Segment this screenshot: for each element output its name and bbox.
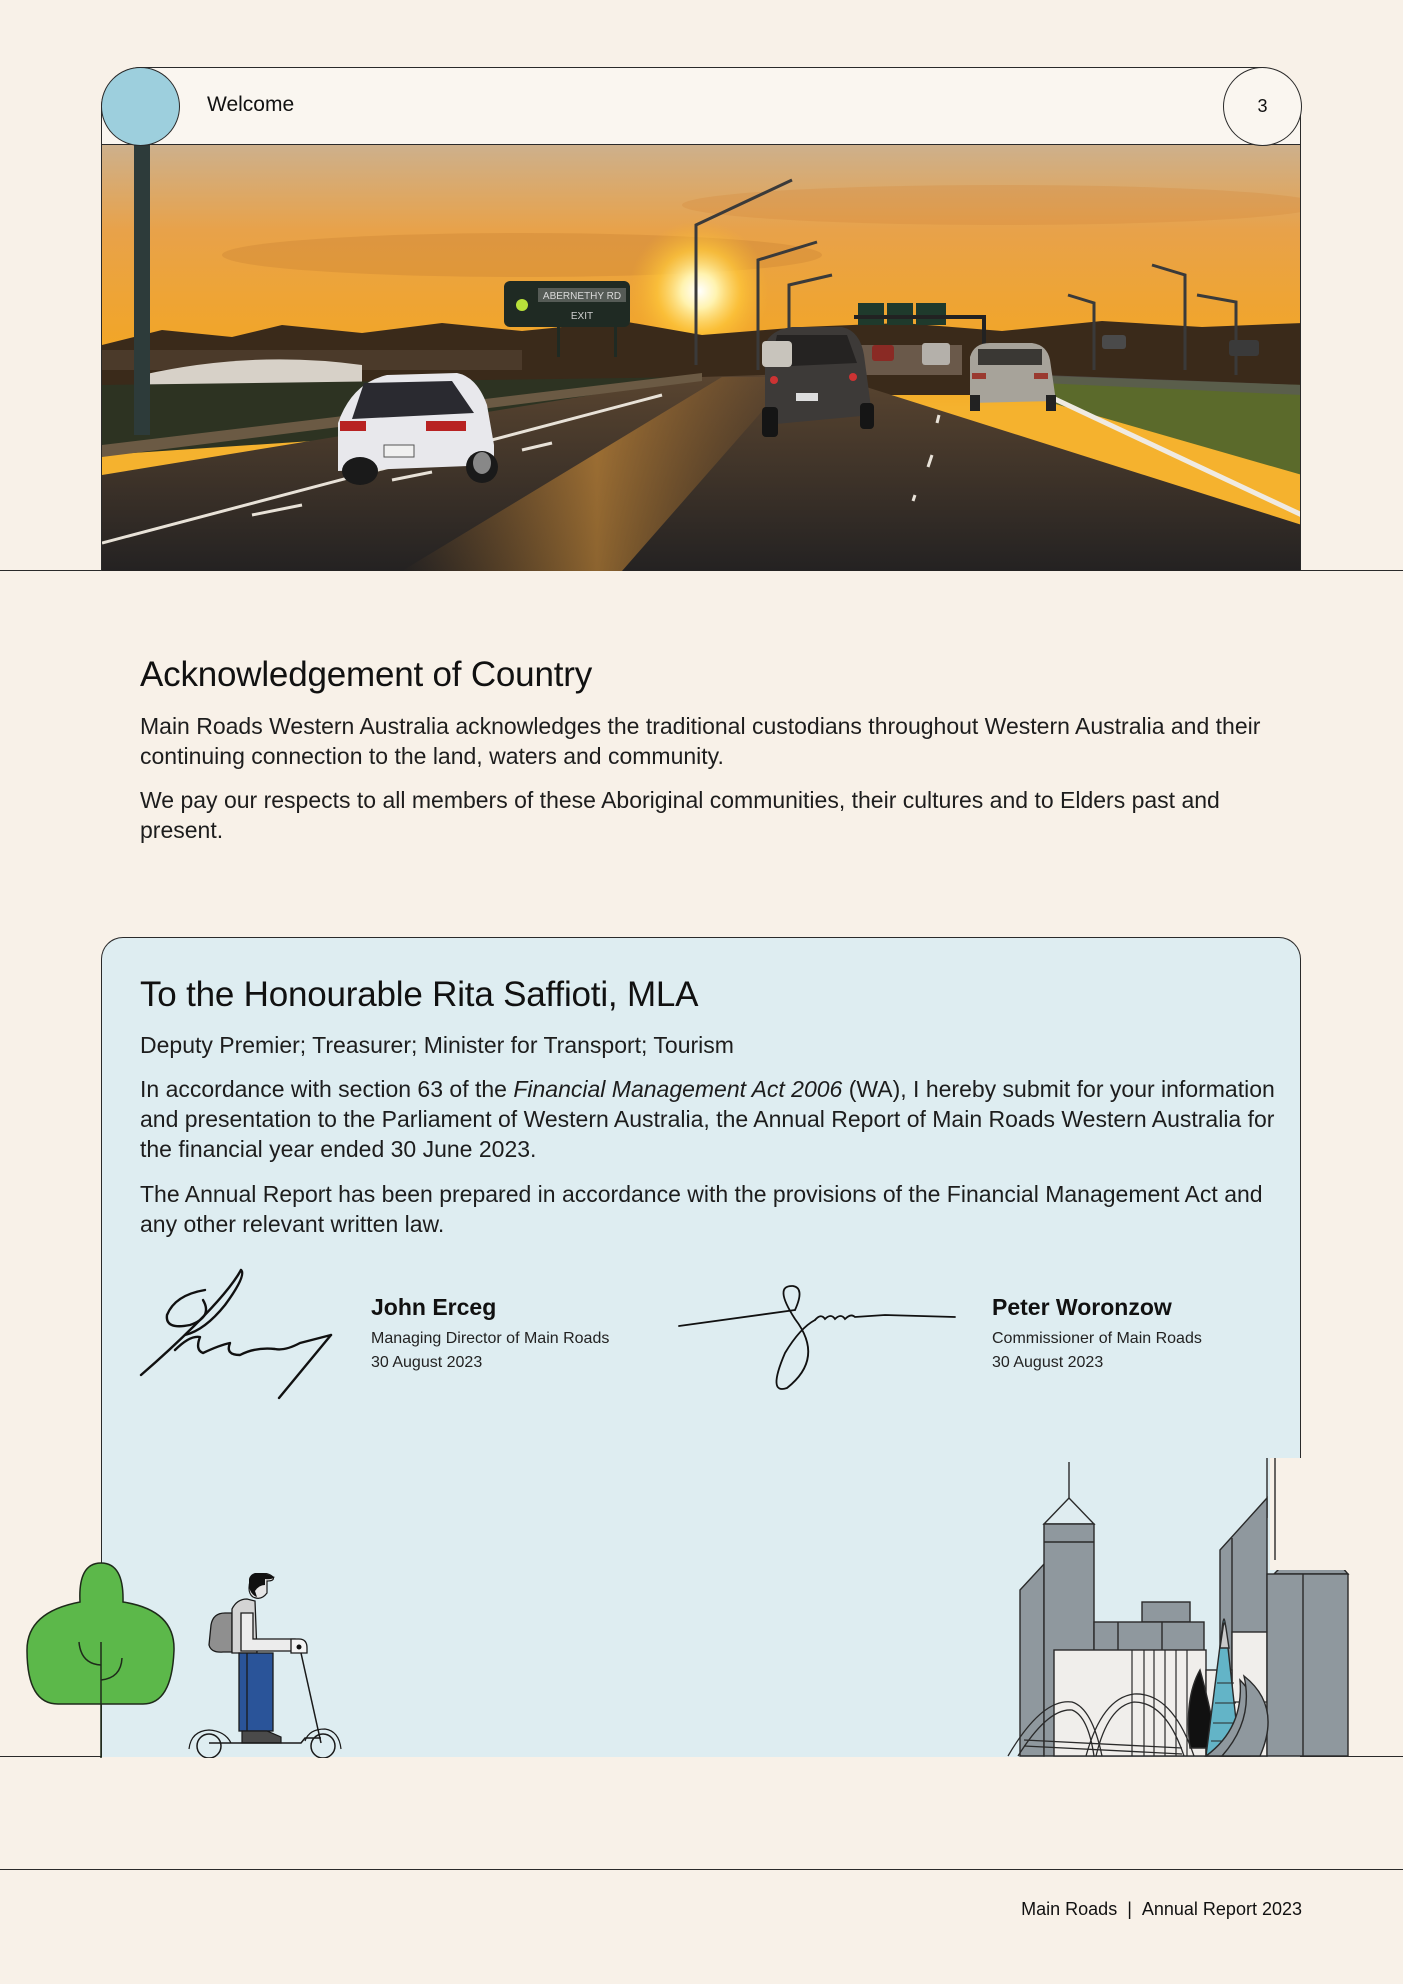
letter-paragraph-1-end: (WA), I hereby submit for your information and presentation to the Parliament of Western Australia, the Annual Report of Main Roads Western Australia for the financial year ended 30 June 2023. — [140, 1076, 1275, 1162]
letter-paragraph-1 — [140, 1074, 1290, 1164]
signatory-1-date: 30 August 2023 — [371, 1354, 483, 1371]
divider-footer-top — [0, 1869, 1403, 1870]
letter-addressee-heading: To the Honourable Rita Saffioti, MLA — [140, 975, 699, 1014]
signatory-2-role: Commissioner of Main Roads — [992, 1330, 1202, 1347]
signature-john-erceg — [135, 1265, 340, 1400]
page-number-text: 3 — [1257, 96, 1268, 116]
scooter-rider-illustration — [185, 1573, 345, 1758]
exit-sign-line1: ABERNETHY RD — [542, 291, 622, 302]
act-name-italic: Financial Management Act 2006 — [513, 1076, 843, 1102]
letter-paragraph-2: The Annual Report has been prepared in accordance with the provisions of the Financial Management Act and any other relevant written law. — [140, 1181, 1263, 1237]
footer-org: Main Roads — [1021, 1899, 1118, 1919]
section-title: Welcome — [207, 93, 295, 116]
letter-paragraph-1-start: In accordance with section 63 of the — [140, 1076, 514, 1102]
footer-report-title: Annual Report 2023 — [1141, 1899, 1302, 1919]
acknowledgement-paragraph-2: We pay our respects to all members of these Aboriginal communities, their cultures and to Elders past and present. — [140, 787, 1220, 843]
acknowledgement-paragraph-1: Main Roads Western Australia acknowledges the traditional custodians throughout Western Australia and their continuing connection to the land, waters and community. — [140, 713, 1261, 769]
section-marker-circle — [101, 67, 180, 146]
tree-illustration — [25, 1560, 177, 1758]
signatory-1-role: Managing Director of Main Roads — [371, 1330, 610, 1347]
hero-photo-freeway-sunset — [101, 145, 1301, 571]
page-number — [1223, 67, 1302, 146]
signature-peter-woronzow — [675, 1283, 960, 1393]
acknowledgement-heading: Acknowledgement of Country — [140, 655, 592, 694]
signatory-2-name: Peter Woronzow — [992, 1294, 1172, 1320]
signatory-1-name: John Erceg — [371, 1294, 497, 1320]
footer-separator: | — [1127, 1899, 1132, 1919]
car-silver-sedan — [970, 343, 1056, 411]
exit-sign-line2: EXIT — [570, 311, 594, 322]
page-footer — [1021, 1899, 1302, 1920]
signatory-2-date: 30 August 2023 — [992, 1354, 1104, 1371]
city-skyline-illustration — [982, 1458, 1352, 1758]
letter-addressee-titles: Deputy Premier; Treasurer; Minister for Transport; Tourism — [140, 1032, 734, 1058]
